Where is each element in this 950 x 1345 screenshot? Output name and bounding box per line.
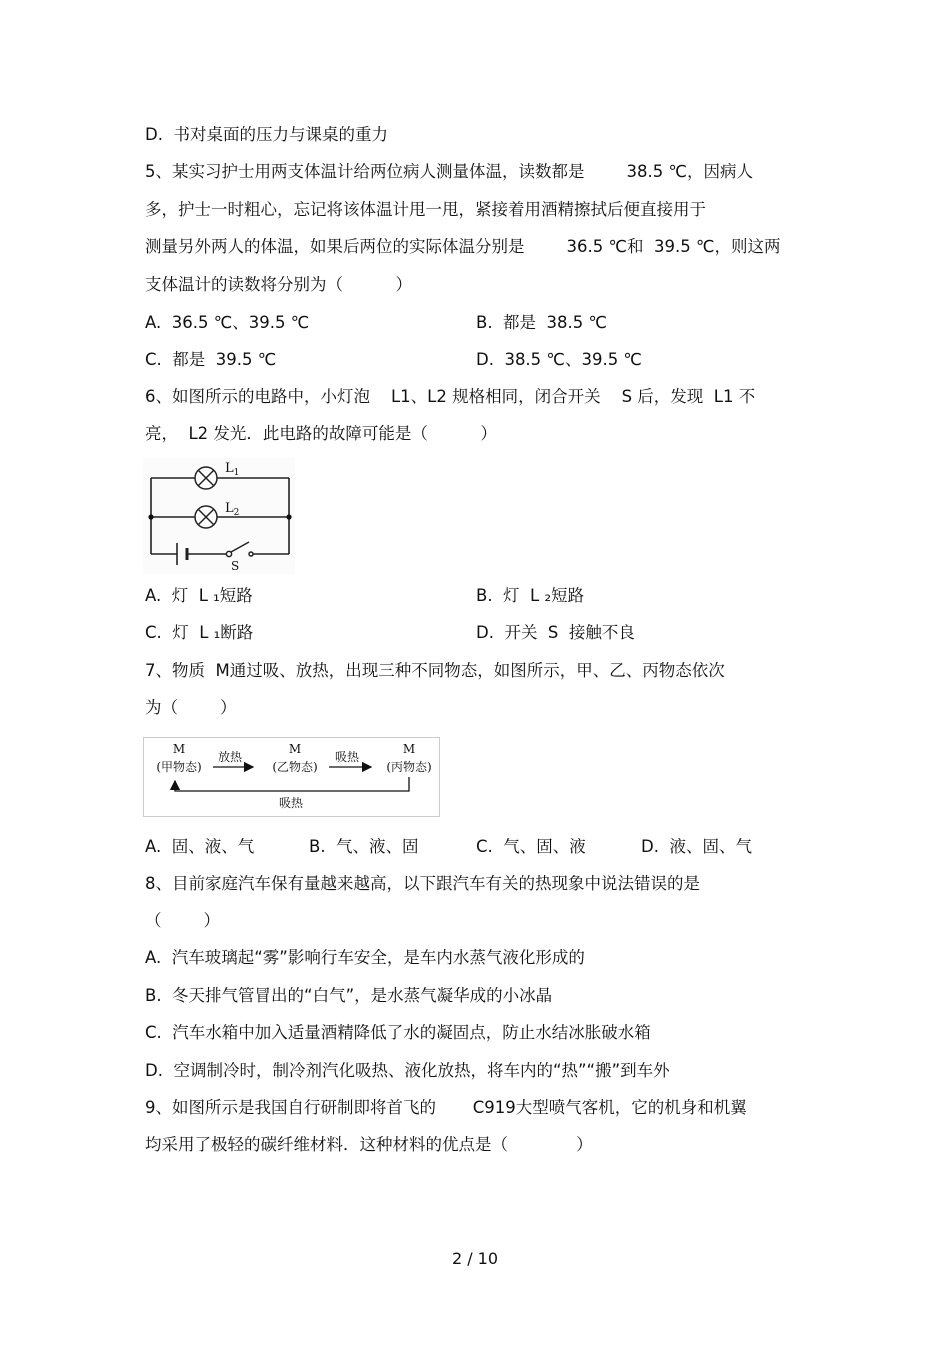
q5-stem-line-3: 测量另外两人的体温，如果后两位的实际体温分别是 36.5 ℃和 39.5 ℃，则这两 [145,237,781,256]
q7-stem-line-2: 为（ ） [145,698,237,717]
q9-stem-line-2: 均采用了极轻的碳纤维材料．这种材料的优点是（ ） [145,1135,593,1154]
arrow2-label: 吸热 [334,750,360,764]
q8-stem-line-1: 8、目前家庭汽车保有量越来越高，以下跟汽车有关的热现象中说法错误的是 [145,874,700,893]
label-l2: $L_2$ [225,501,240,518]
q5-option-c: C. 都是 39.5 ℃ [145,350,277,369]
q5-stem-line-4: 支体温计的读数将分别为（ ） [145,275,412,294]
q6-option-d: D. 开关 S 接触不良 [476,623,635,642]
q7-option-c: C. 气、固、液 [476,837,586,856]
label-l1: $L_1$ [225,461,240,478]
q5-option-d: D. 38.5 ℃、39.5 ℃ [476,350,642,369]
q6-option-b: B. 灯 L ₂短路 [476,586,585,605]
q5-option-b: B. 都是 38.5 ℃ [476,313,608,332]
q8-option-c: C. 汽车水箱中加入适量酒精降低了水的凝固点，防止水结冰胀破水箱 [145,1023,651,1042]
q8-stem-line-2: （ ） [145,911,220,930]
q8-option-a: A. 汽车玻璃起“雾”影响行车安全，是车内水蒸气液化形成的 [145,948,585,967]
q4-option-d: D. 书对桌面的压力与课桌的重力 [145,125,388,144]
state3-label: (丙物态) [386,760,432,774]
q5-stem-line-1: 5、某实习护士用两支体温计给两位病人测量体温，读数都是 38.5 ℃，因病人 [145,162,753,181]
q7-stem-line-1: 7、物质 M通过吸、放热，出现三种不同物态，如图所示，甲、乙、丙物态依次 [145,661,725,680]
q8-option-b: B. 冬天排气管冒出的“白气”，是水蒸气凝华成的小冰晶 [145,986,553,1005]
arrow3-label: 吸热 [278,796,304,810]
lamp-l2-icon [195,506,217,528]
q8-option-d: D. 空调制冷时，制冷剂汽化吸热、液化放热，将车内的“热”“搬”到车外 [145,1061,670,1080]
q6-option-c: C. 灯 L ₁断路 [145,623,254,642]
q7-option-a: A. 固、液、气 [145,837,255,856]
state1-label: (甲物态) [156,760,202,774]
q7-option-b: B. 气、液、固 [309,837,419,856]
label-s: S [231,559,240,573]
q5-option-a: A. 36.5 ℃、39.5 ℃ [145,313,310,332]
q7-option-d: D. 液、固、气 [641,837,752,856]
page-number: 2 / 10 [451,1249,499,1268]
arrow1-label: 放热 [217,750,243,764]
state-change-diagram [143,737,440,817]
q6-option-a: A. 灯 L ₁短路 [145,586,253,605]
circuit-diagram [143,458,295,574]
state1-m-label: M [172,742,186,756]
state3-m-label: M [402,742,416,756]
q5-stem-line-2: 多，护士一时粗心，忘记将该体温计甩一甩，紧接着用酒精擦拭后便直接用于 [145,200,706,219]
lamp-l1-icon [195,467,217,489]
state2-m-label: M [288,742,302,756]
q9-stem-line-1: 9、如图所示是我国自行研制即将首飞的 C919大型喷气客机，它的机身和机翼 [145,1098,747,1117]
state2-label: (乙物态) [272,760,318,774]
q6-stem-line-1: 6、如图所示的电路中，小灯泡 L1、L2 规格相同，闭合开关 S 后，发现 L1 不 [145,387,756,406]
q6-stem-line-2: 亮， L2 发光．此电路的故障可能是（ ） [145,424,497,443]
